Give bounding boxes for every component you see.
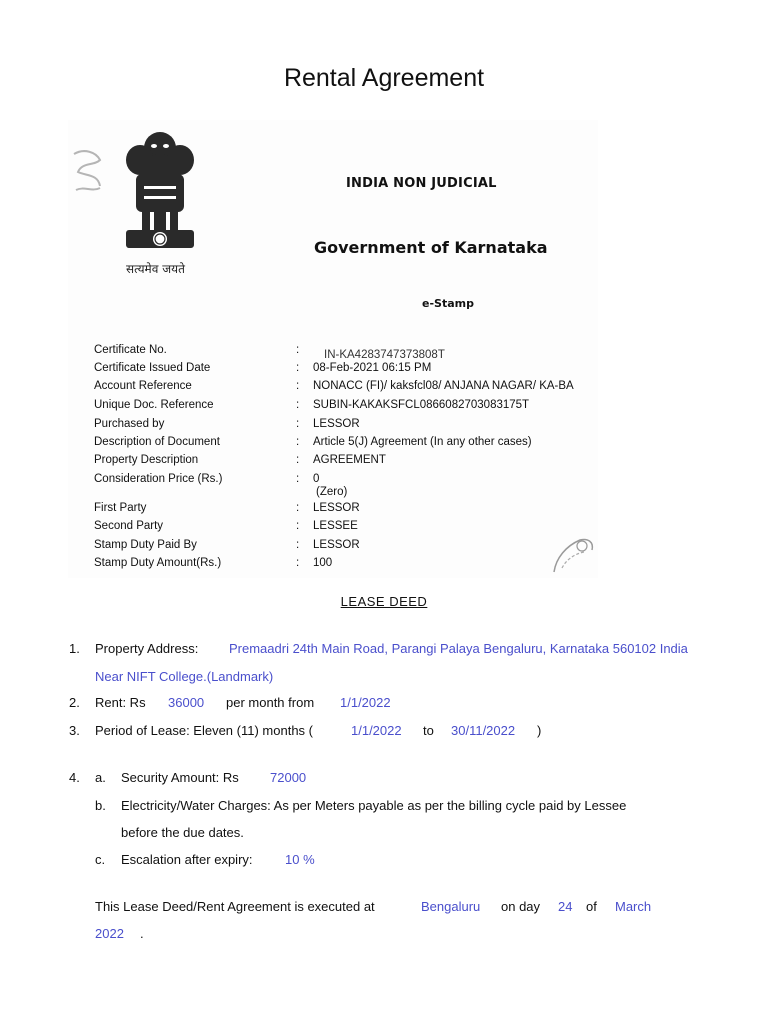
cert-colon: : [296,380,300,392]
page-title: Rental Agreement [283,64,485,92]
lease-period-close: ) [537,723,542,738]
sub-item-letter: c. [95,852,106,867]
stamp-heading-india-non-judicial: INDIA NON JUDICIAL [346,176,497,191]
cert-value: NONACC (FI)/ kaksfcl08/ ANJANA NAGAR/ KA-BA [313,380,574,392]
sub-item-letter: a. [95,770,106,785]
electricity-water-charges-cont: before the due dates. [121,825,244,840]
cert-colon: : [296,454,300,466]
escalation-label: Escalation after expiry: [121,852,253,867]
rent-label: Rent: Rs [95,695,146,710]
execution-on-day: on day [501,899,541,914]
cert-value: LESSOR [313,502,360,514]
execution-of: of [586,899,597,914]
cert-colon: : [296,399,300,411]
property-address-value: Premaadri 24th Main Road, Parangi Palaya Bengaluru, Karnataka 560102 India [229,641,688,656]
execution-statement: This Lease Deed/Rent Agreement is executed at [95,899,375,914]
execution-month: March [615,899,652,914]
cert-value: 100 [313,557,333,569]
scribble-mark-icon [70,146,106,196]
lease-deed-heading: LEASE DEED [340,594,428,609]
cert-colon: : [296,362,300,374]
cert-value: LESSOR [313,539,360,551]
lease-period-to: to [423,723,434,738]
cert-value: IN-KA4283747373808T [324,349,445,361]
item-number: 4. [69,770,80,785]
cert-value: Article 5(J) Agreement (In any other cases) [313,436,532,448]
cert-label: Stamp Duty Paid By [94,539,197,551]
cert-colon: : [296,436,300,448]
cert-colon: : [296,520,300,532]
electricity-water-charges-text: Electricity/Water Charges: As per Meters payable as per the billing cycle paid by Lessee [121,798,627,813]
cert-label: Certificate No. [94,344,167,356]
cert-colon: : [296,418,300,430]
sub-item-letter: b. [95,798,106,813]
cert-value: LESSOR [313,418,360,430]
lease-end-date: 30/11/2022 [451,723,516,738]
security-amount-value: 72000 [270,770,307,785]
security-amount-label: Security Amount: Rs [121,770,239,785]
cert-colon: : [296,344,300,356]
cert-colon: : [296,473,300,485]
cert-label: Certificate Issued Date [94,362,211,374]
cert-label: Stamp Duty Amount(Rs.) [94,557,222,569]
cert-label: Unique Doc. Reference [94,399,214,411]
execution-year: 2022 [95,926,124,941]
item-number: 2. [69,695,80,710]
escalation-value: 10 % [285,852,315,867]
cert-label: Property Description [94,454,199,466]
cert-value: AGREEMENT [313,454,386,466]
execution-day: 24 [558,899,573,914]
rent-period-text: per month from [226,695,315,710]
cert-colon: : [296,539,300,551]
cert-colon: : [296,502,300,514]
item-number: 3. [69,723,80,738]
property-address-landmark: Near NIFT College.(Landmark) [95,669,274,684]
cert-colon: : [296,557,300,569]
national-emblem-icon [112,126,208,276]
seal-stamp-icon [548,528,598,576]
property-address-label: Property Address: [95,641,199,656]
rent-amount: 36000 [168,695,205,710]
cert-value: 08-Feb-2021 06:15 PM [313,362,432,374]
cert-label: Account Reference [94,380,192,392]
execution-place: Bengaluru [421,899,481,914]
lease-period-label: Period of Lease: Eleven (11) months ( [95,723,313,738]
cert-label: Second Party [94,520,164,532]
item-number: 1. [69,641,80,656]
stamp-heading-government: Government of Karnataka [314,238,548,257]
cert-value-note: (Zero) [316,486,348,498]
execution-end: . [140,926,144,941]
cert-value: LESSEE [313,520,358,532]
emblem-motto: सत्यमेव जयते [126,262,185,276]
cert-value: SUBIN-KAKAKSFCL0866082703083175T [313,399,530,411]
cert-label: First Party [94,502,147,514]
lease-start-date: 1/1/2022 [351,723,402,738]
rent-start-date: 1/1/2022 [340,695,391,710]
stamp-heading-estamp: e-Stamp [422,297,474,310]
cert-label: Description of Document [94,436,220,448]
cert-label: Purchased by [94,418,165,430]
cert-label: Consideration Price (Rs.) [94,473,223,485]
cert-value: 0 [313,473,320,485]
